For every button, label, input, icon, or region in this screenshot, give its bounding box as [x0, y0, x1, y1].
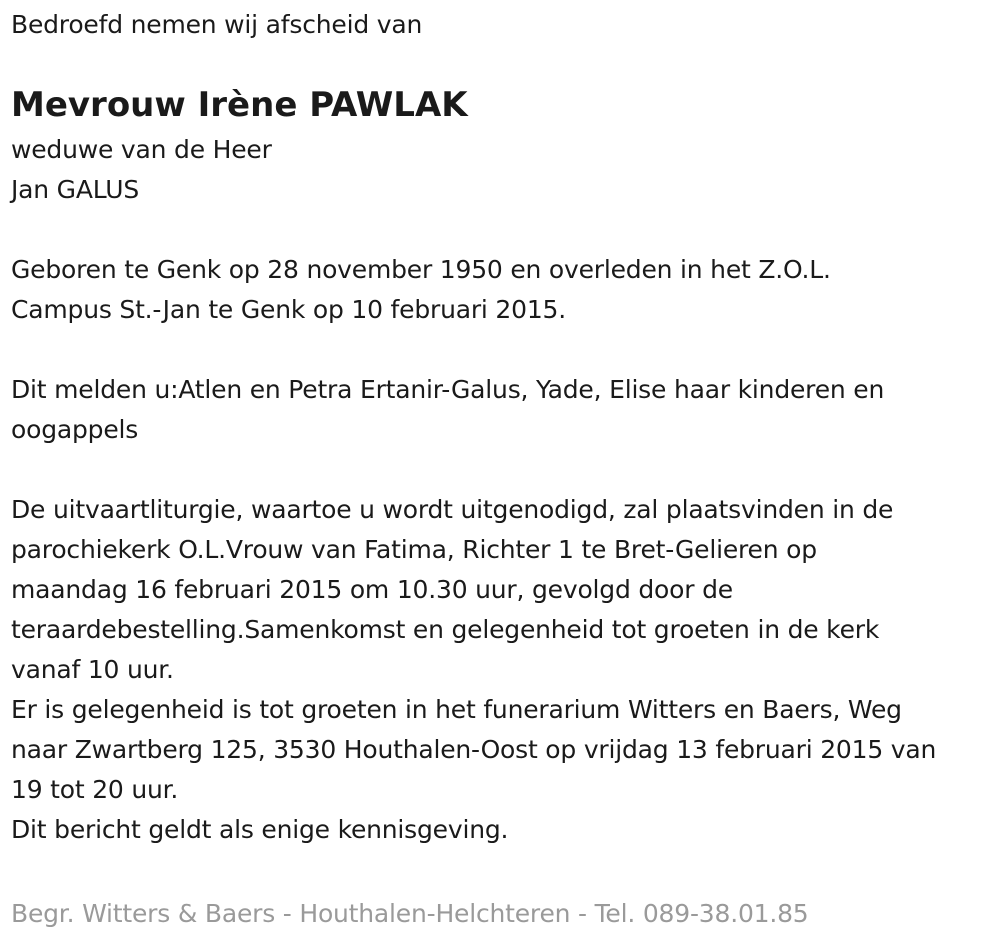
relation-line: weduwe van de Heer	[11, 135, 272, 164]
family-block	[11, 370, 996, 450]
ceremony-line: De uitvaartliturgie, waartoe u wordt uitgenodigd, zal plaatsvinden in de	[11, 495, 894, 524]
deceased-name: Mevrouw Irène PAWLAK	[11, 85, 468, 125]
obituary-notice	[11, 0, 996, 850]
family-line: Dit melden u:Atlen en Petra Ertanir-Galus, Yade, Elise haar kinderen en	[11, 375, 885, 404]
ceremony-block	[11, 490, 996, 850]
ceremony-line: Er is gelegenheid is tot groeten in het funerarium Witters en Baers, Weg	[11, 695, 902, 724]
ceremony-line: maandag 16 februari 2015 om 10.30 uur, gevolgd door de	[11, 575, 733, 604]
relation-block	[11, 130, 996, 210]
intro-text: Bedroefd nemen wij afscheid van	[11, 10, 423, 39]
relation-line: Jan GALUS	[11, 175, 140, 204]
ceremony-line: vanaf 10 uur.	[11, 655, 174, 684]
ceremony-line: Dit bericht geldt als enige kennisgeving.	[11, 815, 509, 844]
ceremony-line: teraardebestelling.Samenkomst en gelegenheid tot groeten in de kerk	[11, 615, 880, 644]
ceremony-line: 19 tot 20 uur.	[11, 775, 179, 804]
ceremony-line: parochiekerk O.L.Vrouw van Fatima, Richter 1 te Bret-Gelieren op	[11, 535, 817, 564]
birth-death-line: Campus St.-Jan te Genk op 10 februari 2015.	[11, 295, 566, 324]
ceremony-line: naar Zwartberg 125, 3530 Houthalen-Oost op vrijdag 13 februari 2015 van	[11, 735, 937, 764]
funeral-home-footer: Begr. Witters & Baers - Houthalen-Helchteren - Tel. 089-38.01.85	[11, 899, 809, 928]
family-line: oogappels	[11, 415, 139, 444]
birth-death-block	[11, 250, 996, 330]
birth-death-line: Geboren te Genk op 28 november 1950 en overleden in het Z.O.L.	[11, 255, 831, 284]
